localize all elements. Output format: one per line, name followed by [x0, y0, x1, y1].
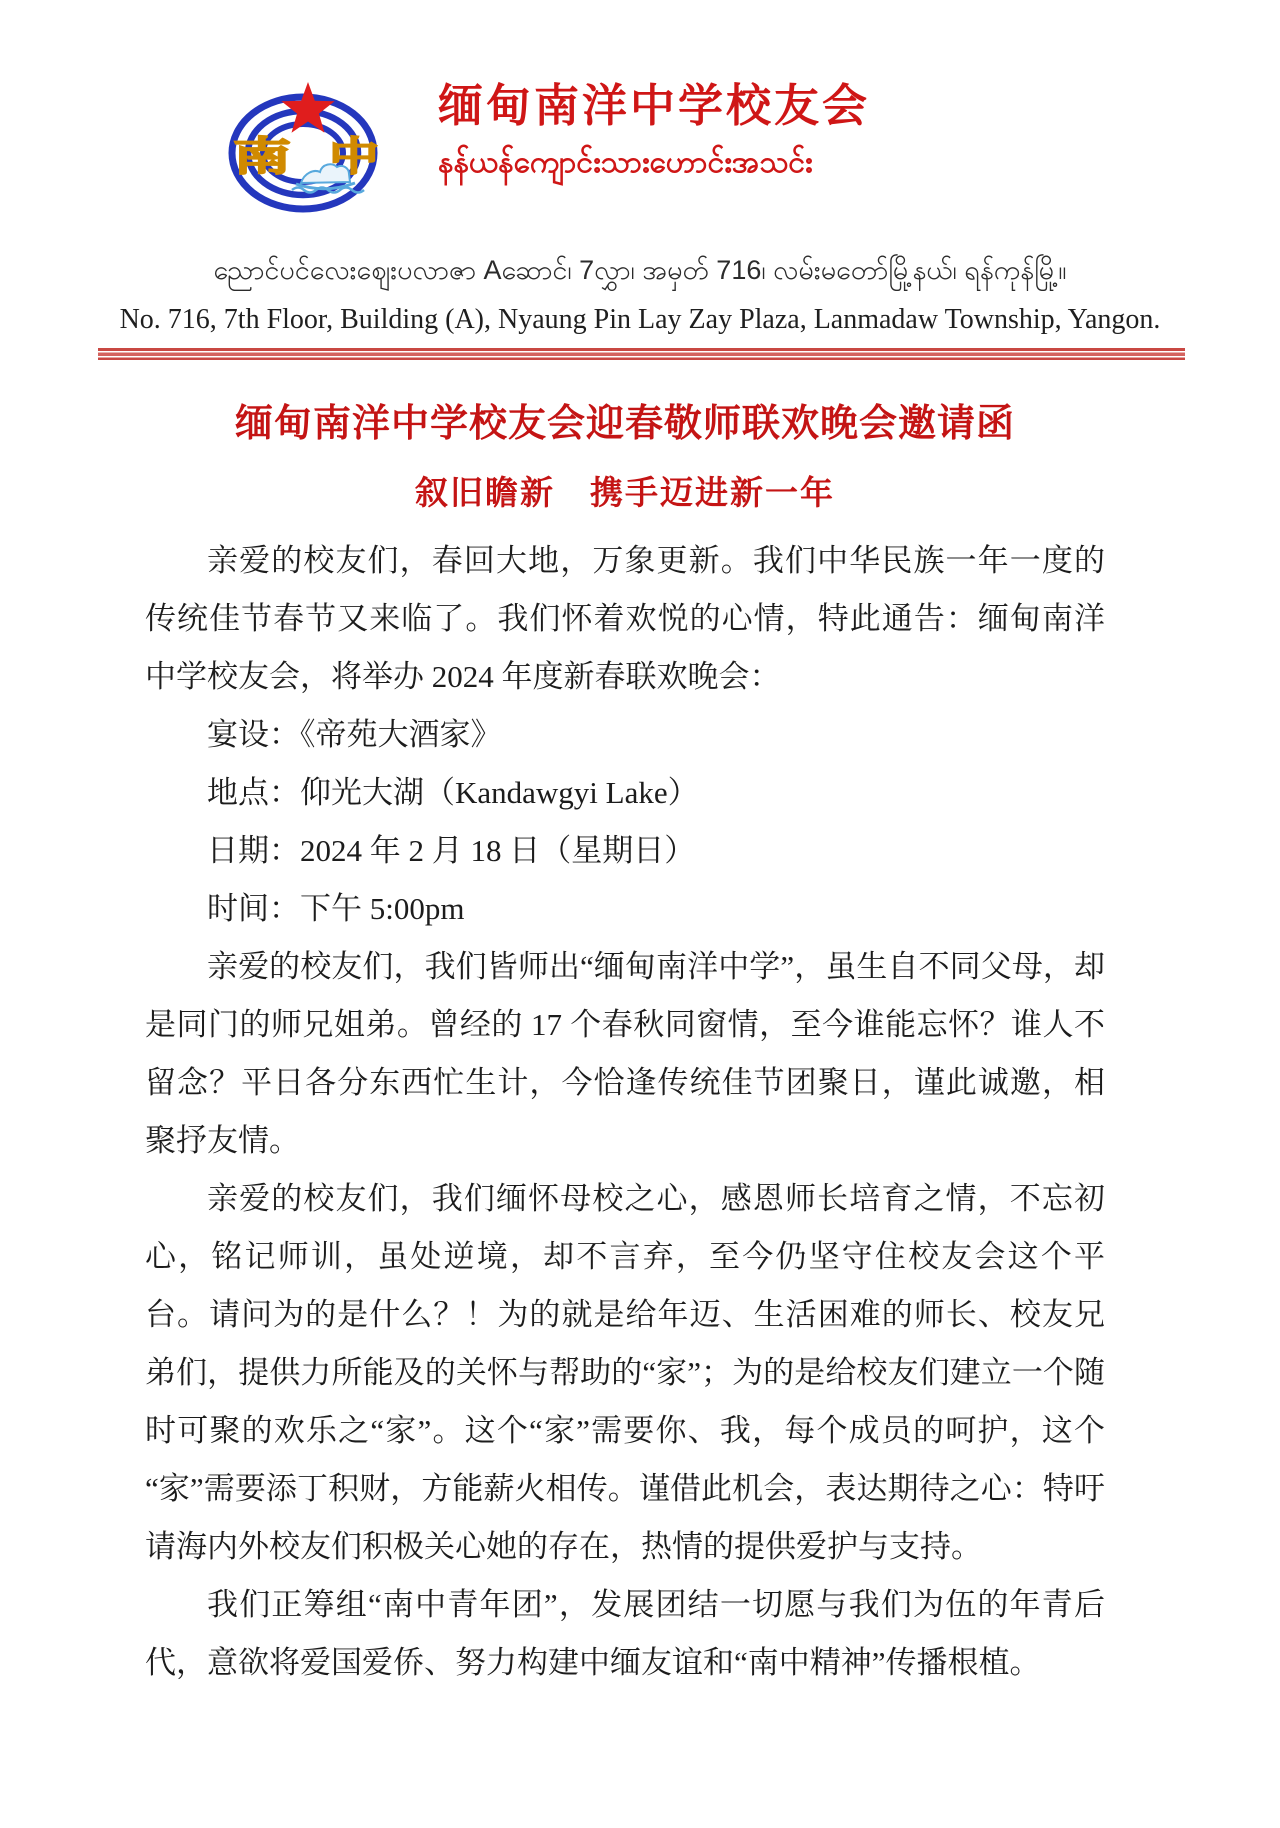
logo-char-right: 中	[329, 135, 379, 179]
address-burmese: ညောင်ပင်လေးဈေးပလာဇာ Aဆောင်၊ 7လွှာ၊ အမှတ် 716၊ လမ်းမတော်မြို့နယ်၊ ရန်ကုန်မြို့။	[213, 255, 1067, 285]
letter-content	[145, 402, 1105, 1692]
address-english: No. 716, 7th Floor, Building (A), Nyaung Pin Lay Zay Plaza, Lanmadaw Township, Yangon.	[119, 304, 1161, 335]
paragraph-mission: 亲爱的校友们，我们缅怀母校之心，感恩师长培育之情，不忘初心，铭记师训，虽处逆境，却不言弃，至今仍坚守住校友会这个平台。请问为的是什么？！为的就是给年迈、生活困难的师长、校友兄弟们，提供力所能及的关怀与帮助的“家”；为的是给校友们建立一个随时可聚的欢乐之“家”。这个“家”需要你、我，每个成员的呵护，这个“家”需要添丁积财，方能薪火相传。谨借此机会，表达期待之心：特吁请海内外校友们积极关心她的存在，热情的提供爱护与支持。	[145, 1181, 1105, 1564]
organization-names	[438, 70, 870, 186]
event-detail-line: 时间：下午 5:00pm	[207, 891, 465, 926]
paragraph-youth-group: 我们正筹组“南中青年团”，发展团结一切愿与我们为伍的年青后代，意欲将爱国爱侨、努力构建中缅友谊和“南中精神”传播根植。	[145, 1587, 1105, 1680]
school-alumni-logo	[198, 70, 383, 220]
event-details-list	[145, 706, 1105, 938]
letterhead	[0, 0, 1280, 220]
paragraph-reunion: 亲爱的校友们，我们皆师出“缅甸南洋中学”，虽生自不同父母，却是同门的师兄姐弟。曾经的 17 个春秋同窗情，至今谁能忘怀？谁人不留念？平日各分东西忙生计，今恰逢传统佳节团聚日，谨此诚邀，相聚抒友情。	[145, 949, 1105, 1158]
paragraph-announcement: 亲爱的校友们，春回大地，万象更新。我们中华民族一年一度的传统佳节春节又来临了。我们怀着欢悦的心情，特此通告：缅甸南洋中学校友会，将举办 2024 年度新春联欢晚会：	[145, 543, 1105, 694]
event-detail-line: 地点：仰光大湖（Kandawgyi Lake）	[207, 775, 699, 810]
letter-title: 缅甸南洋中学校友会迎春敬师联欢晚会邀请函	[234, 403, 1015, 445]
header-divider-rule	[98, 348, 1185, 360]
organization-name-chinese: 缅甸南洋中学校友会	[438, 80, 871, 131]
logo-char-left: 南	[233, 135, 291, 179]
event-detail-line: 日期：2024 年 2 月 18 日（星期日）	[207, 833, 696, 868]
organization-name-burmese: နန်ယန်ကျောင်းသားဟောင်းအသင်း	[438, 146, 813, 179]
letter-body	[145, 532, 1105, 1692]
letter-subtitle: 叙旧瞻新 携手迈进新一年	[415, 474, 835, 511]
event-detail-line: 宴设：《帝苑大酒家》	[207, 717, 502, 752]
